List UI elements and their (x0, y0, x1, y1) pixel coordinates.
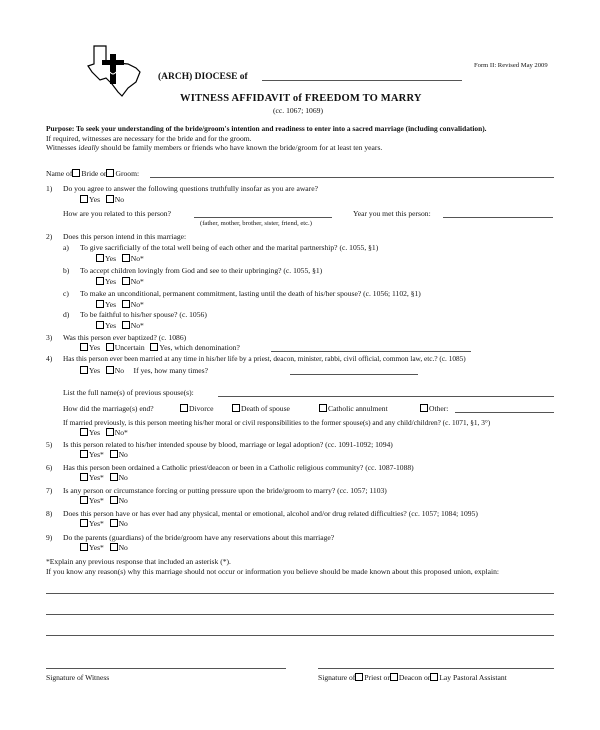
official-signature-field[interactable] (318, 668, 554, 669)
q4-options: Yes No If yes, how many times? (80, 366, 208, 375)
q7-no-checkbox[interactable] (110, 496, 118, 504)
q7-options: Yes* No (80, 496, 128, 505)
q4-end-death: Death of spouse (232, 404, 290, 413)
q4-text: Has this person ever been married at any time in his/her life by a priest, deacon, minister, rabbi, civil official, common law, etc.? (c. 1085) (63, 354, 466, 363)
q4-other-field[interactable] (455, 412, 554, 413)
q4-end-divorce: Divorce (180, 404, 213, 413)
q1-number: 1) (46, 184, 53, 193)
other-checkbox[interactable] (420, 404, 428, 412)
q2a-yes-checkbox[interactable] (96, 254, 104, 262)
q2c-no-checkbox[interactable] (122, 300, 130, 308)
q5-yes-checkbox[interactable] (80, 450, 88, 458)
name-row: Name of Bride or Groom: (46, 169, 140, 178)
q4-end-annulment: Catholic annulment (319, 404, 388, 413)
q6-text: Has this person been ordained a Catholic priest/deacon or been in a Catholic religious community? (cc. 1087-1088) (63, 463, 414, 472)
q1-related-label: How are you related to this person? (63, 209, 171, 218)
q3-number: 3) (46, 333, 53, 342)
explain-line2: If you know any reason(s) why this marriage should not occur or information you believe should be made known about this proposed union, explain: (46, 567, 499, 576)
official-signature-label: Signature of Priest or Deacon or Lay Pastoral Assistant (318, 673, 507, 682)
diocese-field[interactable] (262, 80, 462, 81)
q8-text: Does this person have or has ever had any physical, mental or emotional, alcohol and/or drug related difficulties? (cc. 1057; 1084; 1095) (63, 509, 478, 518)
q5-no-checkbox[interactable] (110, 450, 118, 458)
q1-text: Do you agree to answer the following questions truthfully insofar as you are aware? (63, 184, 318, 193)
q1-options: Yes No (80, 195, 124, 204)
q9-no-checkbox[interactable] (110, 543, 118, 551)
q2b-yes-checkbox[interactable] (96, 277, 104, 285)
q2a-no-checkbox[interactable] (122, 254, 130, 262)
q4-if-married-text: If married previously, is this person meeting his/her moral or civil responsibilities to the former spouse(s) and any child/children? (c. 1071, §1, 3°) (63, 418, 491, 427)
q6-yes-checkbox[interactable] (80, 473, 88, 481)
q1-yes-checkbox[interactable] (80, 195, 88, 203)
purpose-bold: Purpose: To seek your understanding of the bride/groom's intention and readiness to enter into a sacred marriage (including convalidation). (46, 124, 487, 133)
q1-related-hint: (father, mother, brother, sister, friend, etc.) (200, 220, 312, 227)
q3-denomination-field[interactable] (271, 351, 471, 352)
q2d-letter: d) (63, 310, 70, 319)
q8-number: 8) (46, 509, 53, 518)
q7-text: Is any person or circumstance forcing or putting pressure upon the bride/groom to marry? (cc. 1057; 1103) (63, 486, 387, 495)
q7-yes-checkbox[interactable] (80, 496, 88, 504)
q2a-text: To give sacrificially of the total well being of each other and the marital partnership? (c. 1055, §1) (80, 243, 379, 252)
q2b-no-checkbox[interactable] (122, 277, 130, 285)
q4-if-married-options: Yes No* (80, 428, 128, 437)
q5-text: Is this person related to his/her intended spouse by blood, marriage or legal adoption? (cc. 1091-1092; 1094) (63, 440, 393, 449)
explain-field-2[interactable] (46, 614, 554, 615)
q4-how-end-label: How did the marriage(s) end? (63, 404, 154, 413)
q1-year-met-field[interactable] (443, 217, 553, 218)
witness-signature-field[interactable] (46, 668, 286, 669)
witness-signature-label: Signature of Witness (46, 673, 110, 682)
form-id: Form II: Revised May 2009 (474, 62, 548, 69)
q3-options: Yes Uncertain Yes, which denomination? (80, 343, 240, 352)
groom-checkbox[interactable] (106, 169, 114, 177)
q3-text: Was this person ever baptized? (c. 1086) (63, 333, 187, 342)
q4-list-names-field[interactable] (218, 396, 554, 397)
q3-denomination-checkbox[interactable] (150, 343, 158, 351)
q2d-options: Yes No* (96, 321, 144, 330)
q2-text: Does this person intend in this marriage: (63, 232, 187, 241)
q6-options: Yes* No (80, 473, 128, 482)
diocese-label: (ARCH) DIOCESE of (158, 72, 248, 82)
priest-checkbox[interactable] (355, 673, 363, 681)
name-field[interactable] (150, 177, 554, 178)
deacon-checkbox[interactable] (390, 673, 398, 681)
purpose-line2: If required, witnesses are necessary for the bride and for the groom. (46, 134, 252, 143)
explain-field-3[interactable] (46, 635, 554, 636)
q2b-letter: b) (63, 266, 70, 275)
q1-related-field[interactable] (194, 217, 332, 218)
q8-yes-checkbox[interactable] (80, 519, 88, 527)
q2b-options: Yes No* (96, 277, 144, 286)
explain-line1: *Explain any previous response that included an asterisk (*). (46, 557, 231, 566)
q4-no-checkbox[interactable] (106, 366, 114, 374)
q3-uncertain-checkbox[interactable] (106, 343, 114, 351)
q9-yes-checkbox[interactable] (80, 543, 88, 551)
q1-year-met-label: Year you met this person: (353, 209, 431, 218)
q4-yes-checkbox[interactable] (80, 366, 88, 374)
q2c-letter: c) (63, 289, 69, 298)
q4b-no-checkbox[interactable] (106, 428, 114, 436)
q2a-options: Yes No* (96, 254, 144, 263)
q4b-yes-checkbox[interactable] (80, 428, 88, 436)
q5-options: Yes* No (80, 450, 128, 459)
diocese-logo (84, 42, 144, 102)
q3-yes-checkbox[interactable] (80, 343, 88, 351)
q4-number: 4) (46, 354, 53, 363)
q2-number: 2) (46, 232, 53, 241)
q2d-text: To be faithful to his/her spouse? (c. 1056) (80, 310, 207, 319)
divorce-checkbox[interactable] (180, 404, 188, 412)
annulment-checkbox[interactable] (319, 404, 327, 412)
q1-no-checkbox[interactable] (106, 195, 114, 203)
q4-times-field[interactable] (290, 374, 418, 375)
q9-options: Yes* No (80, 543, 128, 552)
q8-options: Yes* No (80, 519, 128, 528)
q7-number: 7) (46, 486, 53, 495)
death-of-spouse-checkbox[interactable] (232, 404, 240, 412)
lay-assistant-checkbox[interactable] (430, 673, 438, 681)
explain-field-1[interactable] (46, 593, 554, 594)
q8-no-checkbox[interactable] (110, 519, 118, 527)
q2c-text: To make an unconditional, permanent commitment, lasting until the death of his/her spouse? (c. 1056; 1102, §1) (80, 289, 421, 298)
q5-number: 5) (46, 440, 53, 449)
q9-text: Do the parents (guardians) of the bride/groom have any reservations about this marriage? (63, 533, 335, 542)
bride-checkbox[interactable] (72, 169, 80, 177)
q2c-yes-checkbox[interactable] (96, 300, 104, 308)
q2d-yes-checkbox[interactable] (96, 321, 104, 329)
q6-number: 6) (46, 463, 53, 472)
q4-end-other: Other: (420, 404, 448, 413)
canons-ref: (cc. 1067; 1069) (273, 106, 323, 115)
q6-no-checkbox[interactable] (110, 473, 118, 481)
page-title: WITNESS AFFIDAVIT of FREEDOM TO MARRY (180, 93, 422, 104)
q9-number: 9) (46, 533, 53, 542)
q4-list-names-label: List the full name(s) of previous spouse(s): (63, 388, 194, 397)
q2b-text: To accept children lovingly from God and see to their upbringing? (c. 1055, §1) (80, 266, 323, 275)
q2d-no-checkbox[interactable] (122, 321, 130, 329)
q2a-letter: a) (63, 243, 69, 252)
purpose-line3: Witnesses ideally should be family members or friends who have known the bride/groom for at least ten years. (46, 143, 383, 152)
q2c-options: Yes No* (96, 300, 144, 309)
